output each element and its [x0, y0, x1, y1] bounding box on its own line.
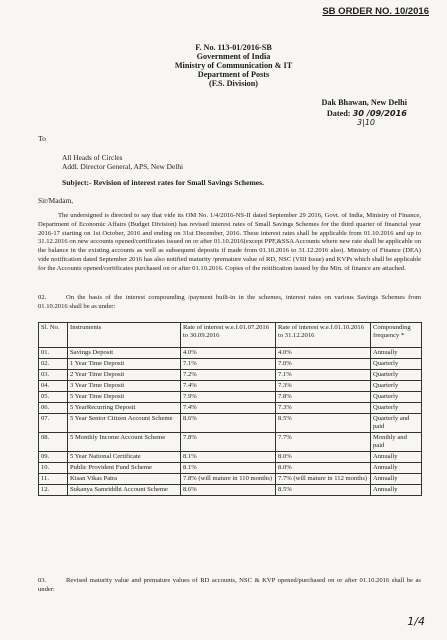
- header-sl-no: Sl. No.: [39, 323, 68, 348]
- cell-sl: 05.: [39, 392, 68, 403]
- cell-sl: 02.: [39, 359, 68, 370]
- header-rate-old: Rate of interest w.e.f.01.07.2016 to 30.09.2016: [181, 323, 276, 348]
- table-row: [39, 463, 422, 474]
- handwritten-mark: 3|10: [357, 118, 375, 127]
- cell-sl: 08.: [39, 433, 68, 452]
- cell-rate-new: 7.3%: [276, 381, 371, 392]
- dated-label: Dated:: [326, 109, 351, 118]
- table-row: [39, 392, 422, 403]
- cell-sl: 09.: [39, 452, 68, 463]
- table-row: [39, 370, 422, 381]
- cell-rate-new: 7.0%: [276, 359, 371, 370]
- place-line: Dak Bhawan, New Delhi: [321, 98, 407, 107]
- cell-instrument: 5 Monthly Income Account Scheme: [68, 433, 181, 452]
- table-row: [39, 381, 422, 392]
- subject-line: Subject:- Revision of interest rates for Small Savings Schemes.: [62, 178, 264, 187]
- table-row: [39, 485, 422, 496]
- addressee-2: Addl. Director General, APS, New Delhi: [62, 162, 184, 171]
- cell-sl: 10.: [39, 463, 68, 474]
- cell-sl: 06.: [39, 403, 68, 414]
- cell-rate-old: 7.4%: [181, 403, 276, 414]
- cell-rate-old: 7.8%: [181, 433, 276, 452]
- salutation: Sir/Madam,: [38, 196, 74, 205]
- header-rate-new: Rate of interest w.e.f.01.10.2016 to 31.12.2016: [276, 323, 371, 348]
- order-number: SB ORDER NO. 10/2016: [322, 6, 429, 17]
- cell-rate-new: 8.5%: [276, 485, 371, 496]
- cell-rate-new: 4.0%: [276, 348, 371, 359]
- cell-instrument: 5 Year Time Deposit: [68, 392, 181, 403]
- page-number-mark: 1/4: [407, 615, 425, 628]
- cell-rate-old: 7.2%: [181, 370, 276, 381]
- dated-value: 30 /09/2016: [352, 108, 407, 118]
- paragraph-3-text: Revised maturity value and premature values of RD accounts, NSC & KVP opened/purchased on or after 01.10.2016 shall be as under:: [38, 577, 421, 593]
- cell-sl: 04.: [39, 381, 68, 392]
- cell-instrument: Sukanya Samriddhi Account Scheme: [68, 485, 181, 496]
- cell-rate-old: 7.4%: [181, 381, 276, 392]
- cell-instrument: 5 Year Senior Citizen Account Scheme: [68, 414, 181, 433]
- cell-frequency: Quarterly and paid: [371, 414, 422, 433]
- cell-instrument: 3 Year Time Deposit: [68, 381, 181, 392]
- cell-sl: 07.: [39, 414, 68, 433]
- ministry-line: Ministry of Communication & IT: [174, 61, 293, 70]
- cell-instrument: Kisan Vikas Patra: [68, 474, 181, 485]
- cell-instrument: 2 Year Time Deposit: [68, 370, 181, 381]
- cell-instrument: Savings Deposit: [68, 348, 181, 359]
- division-line: (F.S. Division): [208, 79, 259, 88]
- table-row: [39, 433, 422, 452]
- cell-rate-new: 7.7% (will mature in 112 months): [276, 474, 371, 485]
- cell-sl: 01.: [39, 348, 68, 359]
- cell-rate-old: 7.8% (will mature in 110 months): [181, 474, 276, 485]
- interest-rates-table: [38, 322, 422, 496]
- paragraph-1: The undersigned is directed to say that vide its OM No. 1/4/2016-NS-II dated September 29 2016, Govt. of India, Ministry of Finance, Department of Economic Affairs (Budget Division) has revised interest rates of Small Savings Schemes for the third quarter of financial year 2016-17 starting on 1st October, 2016 and ending on 31st December, 2016. These interest rates shall be applicable from 01.10.2016 and up to 31.12.2016 on new accounts opened/certificates issued on or after 01.10.2016(except PPF,&SSA Accounts where new rate shall be applicable on the balance in the existing accounts as well as subsequent deposits if made from 01.10.2016 to 31.12.2016 also). Ministry of Finance (DEA) vide notification dated September 2016 has also notified maturity /premature value of RD, NSC (VIII Issue) and KVPs which shall be applicable for the Accounts opened/certificates purchased on or after 01.10.2016. Copies of the notification issued by the Min. of finance are attached.: [38, 212, 421, 272]
- table-row: [39, 348, 422, 359]
- table-row: [39, 414, 422, 433]
- cell-rate-new: 8.0%: [276, 463, 371, 474]
- table-row: [39, 359, 422, 370]
- cell-frequency: Quarterly: [371, 370, 422, 381]
- cell-rate-new: 8.0%: [276, 452, 371, 463]
- cell-instrument: 5 YearRecurring Deposit: [68, 403, 181, 414]
- paragraph-2-text: On the basis of the interest compounding /payment built-in in the schemes, interest rates on various Savings Schemes from 01.10.2016 shall be as under:: [38, 294, 421, 310]
- cell-frequency: Annually: [371, 463, 422, 474]
- paragraph-3: [38, 577, 421, 595]
- cell-frequency: Annually: [371, 452, 422, 463]
- cell-rate-old: 7.9%: [181, 392, 276, 403]
- cell-frequency: Quarterly: [371, 403, 422, 414]
- cell-rate-new: 7.3%: [276, 403, 371, 414]
- cell-rate-old: 8.1%: [181, 452, 276, 463]
- cell-rate-new: 8.5%: [276, 414, 371, 433]
- government-line: Government of India: [196, 52, 271, 61]
- header-compounding: Compounding frequency *: [371, 323, 422, 348]
- cell-rate-old: 7.1%: [181, 359, 276, 370]
- cell-frequency: Quarterly: [371, 392, 422, 403]
- table-header-row: [39, 323, 422, 348]
- cell-frequency: Monthly and paid: [371, 433, 422, 452]
- cell-frequency: Annually: [371, 474, 422, 485]
- cell-rate-new: 7.1%: [276, 370, 371, 381]
- cell-instrument: 5 Year National Certificate: [68, 452, 181, 463]
- cell-rate-old: 8.1%: [181, 463, 276, 474]
- cell-rate-new: 7.7%: [276, 433, 371, 452]
- file-number: F. No. 113-01/2016-SB: [195, 43, 272, 52]
- table-row: [39, 452, 422, 463]
- cell-instrument: Public Provident Fund Scheme: [68, 463, 181, 474]
- paragraph-3-number: 03.: [38, 577, 47, 584]
- cell-frequency: Quarterly: [371, 381, 422, 392]
- cell-frequency: Quarterly: [371, 359, 422, 370]
- cell-rate-old: 4.0%: [181, 348, 276, 359]
- addressee-1: All Heads of Circles: [62, 153, 123, 162]
- department-line: Department of Posts: [197, 70, 270, 79]
- to-label: To: [38, 134, 46, 143]
- cell-sl: 03.: [39, 370, 68, 381]
- table-row: [39, 403, 422, 414]
- cell-rate-new: 7.8%: [276, 392, 371, 403]
- paragraph-2: [38, 294, 421, 312]
- cell-sl: 12.: [39, 485, 68, 496]
- cell-rate-old: 8.6%: [181, 414, 276, 433]
- cell-frequency: Annually: [371, 348, 422, 359]
- cell-frequency: Annually: [371, 485, 422, 496]
- dated-line: [327, 108, 407, 118]
- header-instruments: Instruments: [68, 323, 181, 348]
- table-row: [39, 474, 422, 485]
- cell-rate-old: 8.6%: [181, 485, 276, 496]
- cell-sl: 11.: [39, 474, 68, 485]
- paragraph-2-number: 02.: [38, 294, 47, 301]
- cell-instrument: 1 Year Time Deposit: [68, 359, 181, 370]
